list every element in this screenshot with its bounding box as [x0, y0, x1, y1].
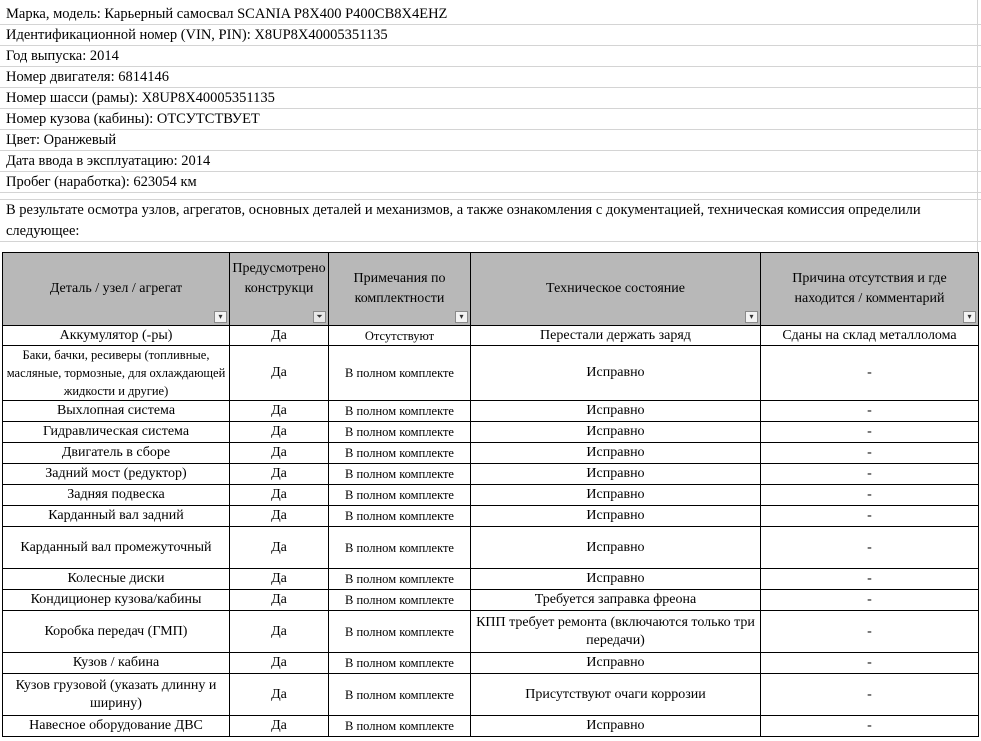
- filter-dropdown-icon[interactable]: ▾: [455, 311, 468, 323]
- header-completeness-label: Примечания по комплектности: [353, 271, 446, 306]
- header-comment[interactable]: [761, 253, 979, 326]
- table-row: [3, 422, 979, 443]
- table-row: [3, 527, 979, 569]
- cell-condition[interactable]: Исправно: [471, 653, 761, 674]
- cell-condition[interactable]: Исправно: [471, 464, 761, 485]
- cell-part[interactable]: Кондиционер кузова/кабины: [3, 590, 230, 611]
- header-part[interactable]: [3, 253, 230, 326]
- cell-part[interactable]: Аккумулятор (-ры): [3, 326, 230, 346]
- cell-comment[interactable]: -: [761, 653, 979, 674]
- filter-dropdown-icon[interactable]: ▾: [963, 311, 976, 323]
- table-row: [3, 590, 979, 611]
- cell-part[interactable]: Баки, бачки, ресиверы (топливные, масляные, тормозные, для охлаждающей жидкости и другие): [3, 346, 230, 401]
- cell-comment[interactable]: -: [761, 443, 979, 464]
- cell-provided[interactable]: Да: [230, 590, 329, 611]
- cell-comment[interactable]: -: [761, 569, 979, 590]
- cell-provided[interactable]: Да: [230, 422, 329, 443]
- filter-active-icon[interactable]: ⏷: [313, 311, 326, 323]
- cell-comment[interactable]: -: [761, 506, 979, 527]
- table-header-row: [3, 253, 979, 326]
- info-body-number[interactable]: Номер кузова (кабины): ОТСУТСТВУЕТ: [0, 109, 981, 130]
- header-condition-label: Техническое состояние: [546, 281, 685, 296]
- header-completeness[interactable]: [329, 253, 471, 326]
- cell-provided[interactable]: Да: [230, 485, 329, 506]
- cell-completeness[interactable]: В полном комплекте: [329, 422, 471, 443]
- info-engine-number[interactable]: Номер двигателя: 6814146: [0, 67, 981, 88]
- cell-condition[interactable]: КПП требует ремонта (включаются только три передачи): [471, 611, 761, 653]
- cell-completeness[interactable]: В полном комплекте: [329, 527, 471, 569]
- header-provided-label: Предусмотрено конструкци: [232, 261, 326, 296]
- cell-comment[interactable]: Сданы на склад металлолома: [761, 326, 979, 346]
- cell-condition[interactable]: Исправно: [471, 346, 761, 401]
- info-mileage[interactable]: Пробег (наработка): 623054 км: [0, 172, 981, 193]
- cell-completeness[interactable]: В полном комплекте: [329, 611, 471, 653]
- cell-completeness[interactable]: В полном комплекте: [329, 464, 471, 485]
- cell-condition[interactable]: Исправно: [471, 506, 761, 527]
- cell-part[interactable]: Кузов грузовой (указать длинну и ширину): [3, 674, 230, 716]
- cell-condition[interactable]: Исправно: [471, 569, 761, 590]
- cell-completeness[interactable]: В полном комплекте: [329, 653, 471, 674]
- cell-comment[interactable]: -: [761, 716, 979, 737]
- cell-completeness[interactable]: В полном комплекте: [329, 590, 471, 611]
- cell-completeness[interactable]: Отсутствуют: [329, 326, 471, 346]
- header-part-label: Деталь / узел / агрегат: [49, 281, 183, 296]
- table-row: [3, 443, 979, 464]
- cell-part[interactable]: Коробка передач (ГМП): [3, 611, 230, 653]
- cell-part[interactable]: Карданный вал промежуточный: [3, 527, 230, 569]
- cell-comment[interactable]: -: [761, 485, 979, 506]
- header-comment-label: Причина отсутствия и где находится / комментарий: [792, 271, 947, 306]
- cell-comment[interactable]: -: [761, 464, 979, 485]
- cell-provided[interactable]: Да: [230, 443, 329, 464]
- cell-condition[interactable]: Исправно: [471, 527, 761, 569]
- cell-comment[interactable]: -: [761, 611, 979, 653]
- cell-condition[interactable]: Требуется заправка фреона: [471, 590, 761, 611]
- cell-part[interactable]: Карданный вал задний: [3, 506, 230, 527]
- table-row: [3, 346, 979, 401]
- cell-completeness[interactable]: В полном комплекте: [329, 716, 471, 737]
- inspection-table: [2, 252, 979, 737]
- cell-condition[interactable]: Присутствуют очаги коррозии: [471, 674, 761, 716]
- cell-comment[interactable]: -: [761, 346, 979, 401]
- cell-provided[interactable]: Да: [230, 569, 329, 590]
- cell-completeness[interactable]: В полном комплекте: [329, 674, 471, 716]
- table-row: [3, 674, 979, 716]
- cell-comment[interactable]: -: [761, 422, 979, 443]
- cell-part[interactable]: Гидравлическая система: [3, 422, 230, 443]
- cell-condition[interactable]: Перестали держать заряд: [471, 326, 761, 346]
- cell-comment[interactable]: -: [761, 590, 979, 611]
- info-vin[interactable]: Идентификационной номер (VIN, PIN): X8UP8X40005351135: [0, 25, 981, 46]
- info-brand-model[interactable]: Марка, модель: Карьерный самосвал SCANIA P8X400 P400CB8X4EHZ: [0, 4, 981, 25]
- filter-dropdown-icon[interactable]: ▾: [745, 311, 758, 323]
- header-provided[interactable]: [230, 253, 329, 326]
- cell-part[interactable]: Навесное оборудование ДВС: [3, 716, 230, 737]
- cell-part[interactable]: Кузов / кабина: [3, 653, 230, 674]
- table-row: [3, 716, 979, 737]
- info-year[interactable]: Год выпуска: 2014: [0, 46, 981, 67]
- table-row: [3, 326, 979, 346]
- header-condition[interactable]: [471, 253, 761, 326]
- info-chassis-number[interactable]: Номер шасси (рамы): X8UP8X40005351135: [0, 88, 981, 109]
- cell-provided[interactable]: Да: [230, 346, 329, 401]
- cell-comment[interactable]: -: [761, 527, 979, 569]
- cell-provided[interactable]: Да: [230, 506, 329, 527]
- cell-provided[interactable]: Да: [230, 527, 329, 569]
- cell-completeness[interactable]: В полном комплекте: [329, 569, 471, 590]
- cell-condition[interactable]: Исправно: [471, 422, 761, 443]
- cell-comment[interactable]: -: [761, 674, 979, 716]
- table-row: [3, 485, 979, 506]
- info-commission-date[interactable]: Дата ввода в эксплуатацию: 2014: [0, 151, 981, 172]
- filter-dropdown-icon[interactable]: ▾: [214, 311, 227, 323]
- cell-condition[interactable]: Исправно: [471, 716, 761, 737]
- table-row: [3, 401, 979, 422]
- cell-provided[interactable]: Да: [230, 326, 329, 346]
- cell-part[interactable]: Задний мост (редуктор): [3, 464, 230, 485]
- cell-part[interactable]: Двигатель в сборе: [3, 443, 230, 464]
- cell-comment[interactable]: -: [761, 401, 979, 422]
- cell-provided[interactable]: Да: [230, 674, 329, 716]
- cell-part[interactable]: Выхлопная система: [3, 401, 230, 422]
- cell-condition[interactable]: Исправно: [471, 443, 761, 464]
- cell-part[interactable]: Колесные диски: [3, 569, 230, 590]
- cell-completeness[interactable]: В полном комплекте: [329, 443, 471, 464]
- info-color[interactable]: Цвет: Оранжевый: [0, 130, 981, 151]
- table-row: [3, 653, 979, 674]
- cell-provided[interactable]: Да: [230, 716, 329, 737]
- table-row: [3, 611, 979, 653]
- cell-completeness[interactable]: В полном комплекте: [329, 401, 471, 422]
- cell-completeness[interactable]: В полном комплекте: [329, 346, 471, 401]
- empty-row[interactable]: [0, 193, 981, 200]
- table-row: [3, 506, 979, 527]
- cell-provided[interactable]: Да: [230, 611, 329, 653]
- cell-provided[interactable]: Да: [230, 464, 329, 485]
- intro-text[interactable]: В результате осмотра узлов, агрегатов, основных деталей и механизмов, а также ознакомления с документацией, техническая комиссия определили следующее:: [0, 200, 981, 242]
- cell-completeness[interactable]: В полном комплекте: [329, 485, 471, 506]
- cell-provided[interactable]: Да: [230, 401, 329, 422]
- cell-condition[interactable]: Исправно: [471, 485, 761, 506]
- cell-completeness[interactable]: В полном комплекте: [329, 506, 471, 527]
- cell-provided[interactable]: Да: [230, 653, 329, 674]
- cell-condition[interactable]: Исправно: [471, 401, 761, 422]
- cell-part[interactable]: Задняя подвеска: [3, 485, 230, 506]
- table-row: [3, 569, 979, 590]
- table-row: [3, 464, 979, 485]
